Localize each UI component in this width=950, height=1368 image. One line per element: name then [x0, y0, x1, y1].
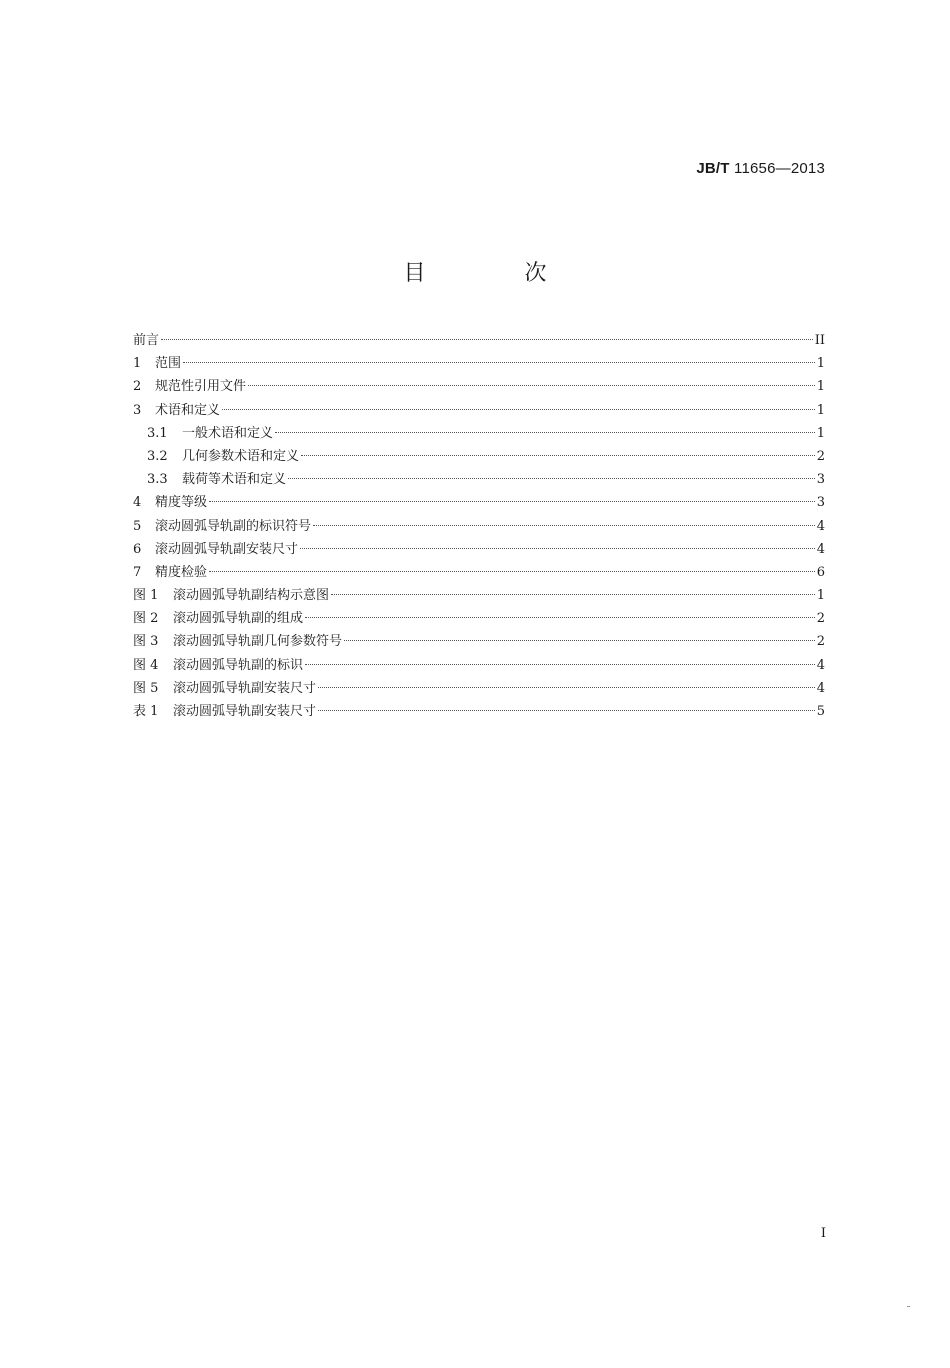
toc-entry-label: 滚动圆弧导轨副安装尺寸 — [173, 704, 317, 719]
toc-entry-5[interactable] — [133, 515, 825, 538]
toc-entry-number: 3 — [133, 402, 142, 418]
dot-leader — [313, 525, 815, 526]
dot-leader — [288, 478, 815, 479]
toc-entry-number: 图 2 — [133, 611, 159, 627]
dot-leader — [222, 409, 815, 410]
toc-entry-number: 图 4 — [133, 657, 159, 673]
dot-leader — [161, 339, 813, 340]
dot-leader — [318, 710, 815, 711]
dot-leader — [209, 501, 815, 502]
toc-entry-page: 4 — [816, 518, 825, 534]
toc-entry-label: 范围 — [155, 356, 182, 372]
toc-entry-page: 4 — [816, 541, 825, 557]
toc-entry-3-2[interactable] — [133, 445, 825, 468]
toc-entry-label: 滚动圆弧导轨副的组成 — [173, 611, 304, 627]
toc-entry-label: 一般术语和定义 — [182, 425, 274, 441]
toc-entry-1[interactable] — [133, 352, 825, 375]
toc-entry-table-1[interactable] — [133, 700, 825, 723]
toc-entry-figure-1[interactable] — [133, 584, 825, 607]
toc-entry-page: 6 — [816, 564, 825, 580]
toc-entry-label: 精度检验 — [155, 564, 208, 580]
toc-entry-2[interactable] — [133, 375, 825, 398]
toc-entry-label: 滚动圆弧导轨副结构示意图 — [173, 588, 330, 604]
toc-entry-page: 1 — [816, 588, 825, 604]
dot-leader — [344, 640, 815, 641]
toc-entry-page: 1 — [816, 425, 825, 441]
toc-entry-number: 3.3 — [147, 472, 168, 488]
toc-entry-label: 术语和定义 — [155, 402, 221, 418]
toc-entry-page: 1 — [816, 402, 825, 418]
toc-entry-number: 图 5 — [133, 680, 159, 696]
dot-leader — [305, 664, 815, 665]
toc-entry-figure-4[interactable] — [133, 654, 825, 677]
toc-entry-number: 3.1 — [147, 425, 168, 441]
toc-entry-number: 图 1 — [133, 588, 159, 604]
toc-entry-3[interactable] — [133, 399, 825, 422]
toc-entry-4[interactable] — [133, 491, 825, 514]
toc-entry-number: 表 1 — [133, 704, 159, 719]
toc-entry-number: 5 — [133, 518, 142, 534]
toc-entry-number: 2 — [133, 379, 142, 395]
dot-leader — [183, 362, 815, 363]
toc-entry-page: 4 — [816, 657, 825, 673]
toc-entry-page: 4 — [816, 680, 825, 696]
dot-leader — [300, 548, 815, 549]
toc-entry-page: 2 — [816, 448, 825, 464]
toc-entry-number: 4 — [133, 495, 142, 511]
toc-title: 目 次 — [403, 261, 593, 286]
toc-entry-foreword[interactable] — [133, 329, 825, 352]
toc-entry-label: 滚动圆弧导轨副的标识 — [173, 657, 304, 673]
toc-entry-number: 7 — [133, 564, 142, 580]
toc-entry-3-3[interactable] — [133, 468, 825, 491]
toc-entry-number: 6 — [133, 541, 142, 557]
toc-entry-page: 2 — [816, 611, 825, 627]
toc-entry-figure-3[interactable] — [133, 630, 825, 653]
scan-artifact — [907, 1306, 910, 1307]
toc-entry-page: 5 — [816, 704, 825, 719]
toc-entry-label: 载荷等术语和定义 — [182, 472, 287, 488]
toc-entry-figure-5[interactable] — [133, 677, 825, 700]
toc-entry-number: 图 3 — [133, 634, 159, 650]
toc-entry-page: 1 — [816, 379, 825, 395]
toc-entry-number: 3.2 — [147, 448, 168, 464]
toc-entry-3-1[interactable] — [133, 422, 825, 445]
toc-entry-label: 前言 — [133, 333, 160, 348]
toc-entry-page: 2 — [816, 634, 825, 650]
toc-entry-label: 精度等级 — [155, 495, 208, 511]
toc-entry-6[interactable] — [133, 538, 825, 561]
toc-entry-7[interactable] — [133, 561, 825, 584]
dot-leader — [301, 455, 815, 456]
dot-leader — [318, 687, 815, 688]
toc-entry-label: 几何参数术语和定义 — [182, 448, 300, 464]
toc-entry-number: 1 — [133, 356, 142, 372]
standard-number: 11656—2013 — [734, 160, 825, 177]
toc-entry-label: 滚动圆弧导轨副安装尺寸 — [173, 680, 317, 696]
toc-entry-page: 3 — [816, 495, 825, 511]
dot-leader — [248, 385, 815, 386]
standard-prefix: JB/T — [696, 160, 730, 177]
toc-entry-page: 3 — [816, 472, 825, 488]
dot-leader — [305, 617, 815, 618]
dot-leader — [275, 432, 815, 433]
dot-leader — [331, 594, 815, 595]
toc-entry-label: 滚动圆弧导轨副的标识符号 — [155, 518, 312, 534]
table-of-contents — [133, 329, 825, 723]
toc-entry-figure-2[interactable] — [133, 607, 825, 630]
toc-entry-label: 规范性引用文件 — [155, 379, 247, 395]
toc-entry-page: II — [814, 333, 825, 348]
standard-code — [696, 160, 825, 177]
page-number: I — [820, 1226, 826, 1241]
toc-entry-label: 滚动圆弧导轨副安装尺寸 — [155, 541, 299, 557]
dot-leader — [209, 571, 815, 572]
toc-entry-label: 滚动圆弧导轨副几何参数符号 — [173, 634, 343, 650]
toc-entry-page: 1 — [816, 356, 825, 372]
